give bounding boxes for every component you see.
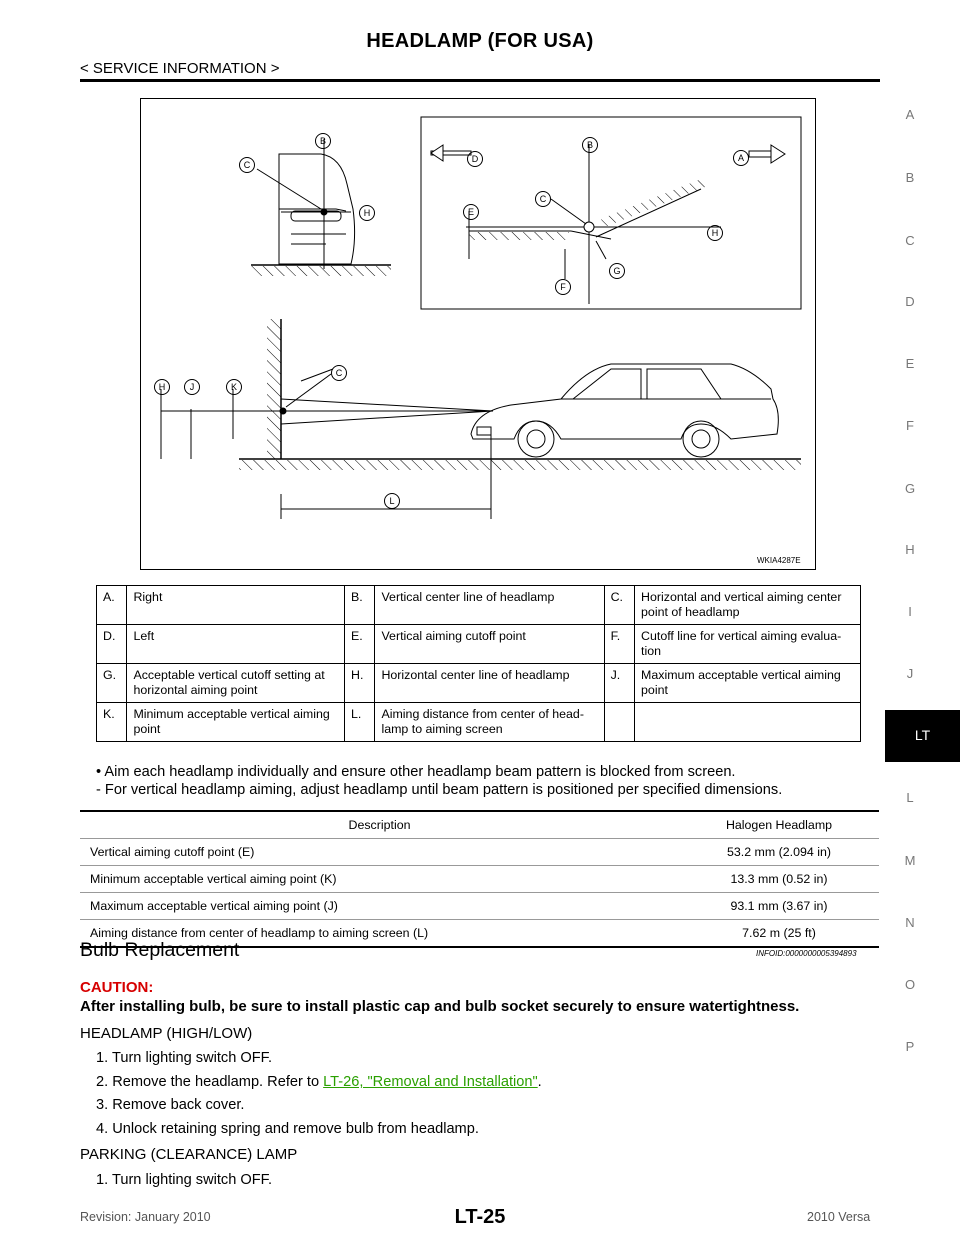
legend-value: Maximum acceptable vertical aiming point	[635, 664, 861, 703]
legend-key: K.	[97, 703, 127, 742]
revision-label: Revision: January 2010	[80, 1210, 211, 1224]
table-row	[80, 893, 879, 920]
step-4: 4. Unlock retaining spring and remove bulb from headlamp.	[96, 1121, 479, 1137]
callout-h: H	[707, 225, 723, 241]
legend-key: H.	[345, 664, 375, 703]
side-index-letter[interactable]: H	[905, 542, 915, 557]
headlamp-subheading: HEADLAMP (HIGH/LOW)	[80, 1025, 253, 1042]
side-index-letter[interactable]: E	[905, 356, 915, 371]
legend-key: J.	[604, 664, 634, 703]
callout-e: E	[463, 204, 479, 220]
legend-value: Left	[127, 625, 345, 664]
table-row	[97, 625, 861, 664]
callout-k: K	[226, 379, 242, 395]
callout-b: B	[582, 137, 598, 153]
spec-table	[80, 810, 879, 948]
bulb-replacement-heading: Bulb Replacement	[80, 939, 240, 961]
legend-value: Horizontal center line of headlamp	[375, 664, 604, 703]
spec-value: 53.2 mm (2.094 in)	[679, 839, 879, 866]
caution-heading: CAUTION:	[80, 979, 154, 996]
legend-key: C.	[604, 586, 634, 625]
legend-key: G.	[97, 664, 127, 703]
legend-key: A.	[97, 586, 127, 625]
legend-key: L.	[345, 703, 375, 742]
side-index-letter[interactable]: M	[904, 853, 916, 868]
side-index-letter[interactable]: G	[904, 481, 916, 496]
step-1: 1. Turn lighting switch OFF.	[96, 1050, 273, 1066]
legend-key: F.	[604, 625, 634, 664]
callout-h: H	[154, 379, 170, 395]
legend-value: Aiming distance from center of head-lamp to aiming screen	[375, 703, 604, 742]
spec-value: 13.3 mm (0.52 in)	[679, 866, 879, 893]
side-index-letter[interactable]: A	[905, 107, 915, 122]
figure-code: WKIA4287E	[757, 556, 801, 565]
legend-value: Cutoff line for vertical aiming evalua-tion	[635, 625, 861, 664]
spec-description: Minimum acceptable vertical aiming point (K)	[80, 866, 679, 893]
spec-description: Maximum acceptable vertical aiming point (J)	[80, 893, 679, 920]
legend-key: B.	[345, 586, 375, 625]
step-2	[96, 1074, 542, 1090]
side-index-letter[interactable]: J	[906, 666, 914, 681]
parking-lamp-subheading: PARKING (CLEARANCE) LAMP	[80, 1146, 298, 1163]
column-header: Description	[80, 811, 679, 839]
callout-j: J	[184, 379, 200, 395]
callout-d: D	[467, 151, 483, 167]
info-id: INFOID:0000000005394893	[756, 949, 857, 958]
side-index-letter[interactable]: N	[905, 915, 915, 930]
legend-value: Horizontal and vertical aiming center point of headlamp	[635, 586, 861, 625]
side-index-letter[interactable]: L	[906, 790, 914, 805]
parking-step-1: 1. Turn lighting switch OFF.	[96, 1172, 273, 1188]
table-row	[80, 839, 879, 866]
callout-a: A	[733, 150, 749, 166]
callout-c: C	[239, 157, 255, 173]
step-3: 3. Remove back cover.	[96, 1097, 245, 1113]
table-row	[80, 866, 879, 893]
legend-key: D.	[97, 625, 127, 664]
side-index-letter[interactable]: C	[905, 233, 915, 248]
column-header: Halogen Headlamp	[679, 811, 879, 839]
side-index-letter[interactable]: I	[908, 604, 912, 619]
side-index-letter[interactable]: B	[905, 170, 915, 185]
header-rule	[80, 79, 880, 82]
side-index-letter[interactable]: D	[905, 294, 915, 309]
table-row	[97, 586, 861, 625]
side-index-letter[interactable]: F	[906, 418, 914, 433]
page-title: HEADLAMP (FOR USA)	[366, 30, 594, 52]
callout-f: F	[555, 279, 571, 295]
side-index-active-label: LT	[914, 727, 931, 743]
legend-value: Acceptable vertical cutoff setting at horizontal aiming point	[127, 664, 345, 703]
step-2-end: .	[537, 1074, 542, 1090]
callout-c: C	[535, 191, 551, 207]
table-row	[97, 664, 861, 703]
side-index-letter[interactable]: P	[905, 1039, 915, 1054]
callout-g: G	[609, 263, 625, 279]
legend-value: Vertical center line of headlamp	[375, 586, 604, 625]
table-row	[97, 703, 861, 742]
instruction-bullet: • Aim each headlamp individually and ensure other headlamp beam pattern is blocked from screen.	[96, 764, 736, 780]
instruction-sub-bullet: - For vertical headlamp aiming, adjust headlamp until beam pattern is positioned per specified dimensions.	[96, 782, 783, 798]
step-2-text: 2. Remove the headlamp. Refer to	[96, 1074, 324, 1090]
spec-value: 7.62 m (25 ft)	[679, 920, 879, 948]
section-label: < SERVICE INFORMATION >	[80, 60, 280, 77]
side-index-active-tab[interactable]	[885, 710, 960, 762]
callout-b: B	[315, 133, 331, 149]
spec-description: Aiming distance from center of headlamp to aiming screen (L)	[80, 920, 679, 948]
headlamp-aiming-figure	[140, 98, 816, 570]
legend-value: Minimum acceptable vertical aiming point	[127, 703, 345, 742]
side-index-letter[interactable]: O	[904, 977, 916, 992]
legend-value	[635, 703, 861, 742]
legend-value: Vertical aiming cutoff point	[375, 625, 604, 664]
legend-table	[96, 585, 861, 742]
callout-h: H	[359, 205, 375, 221]
legend-key: E.	[345, 625, 375, 664]
model-label: 2010 Versa	[807, 1210, 871, 1224]
legend-value: Right	[127, 586, 345, 625]
page-number: LT-25	[454, 1206, 506, 1228]
removal-installation-link[interactable]: LT-26, "Removal and Installation"	[323, 1074, 538, 1090]
spec-value: 93.1 mm (3.67 in)	[679, 893, 879, 920]
callout-c: C	[331, 365, 347, 381]
caution-text: After installing bulb, be sure to install plastic cap and bulb socket securely to ensure watertightness.	[80, 998, 800, 1015]
table-header-row	[80, 811, 879, 839]
spec-description: Vertical aiming cutoff point (E)	[80, 839, 679, 866]
legend-key	[604, 703, 634, 742]
callout-l: L	[384, 493, 400, 509]
